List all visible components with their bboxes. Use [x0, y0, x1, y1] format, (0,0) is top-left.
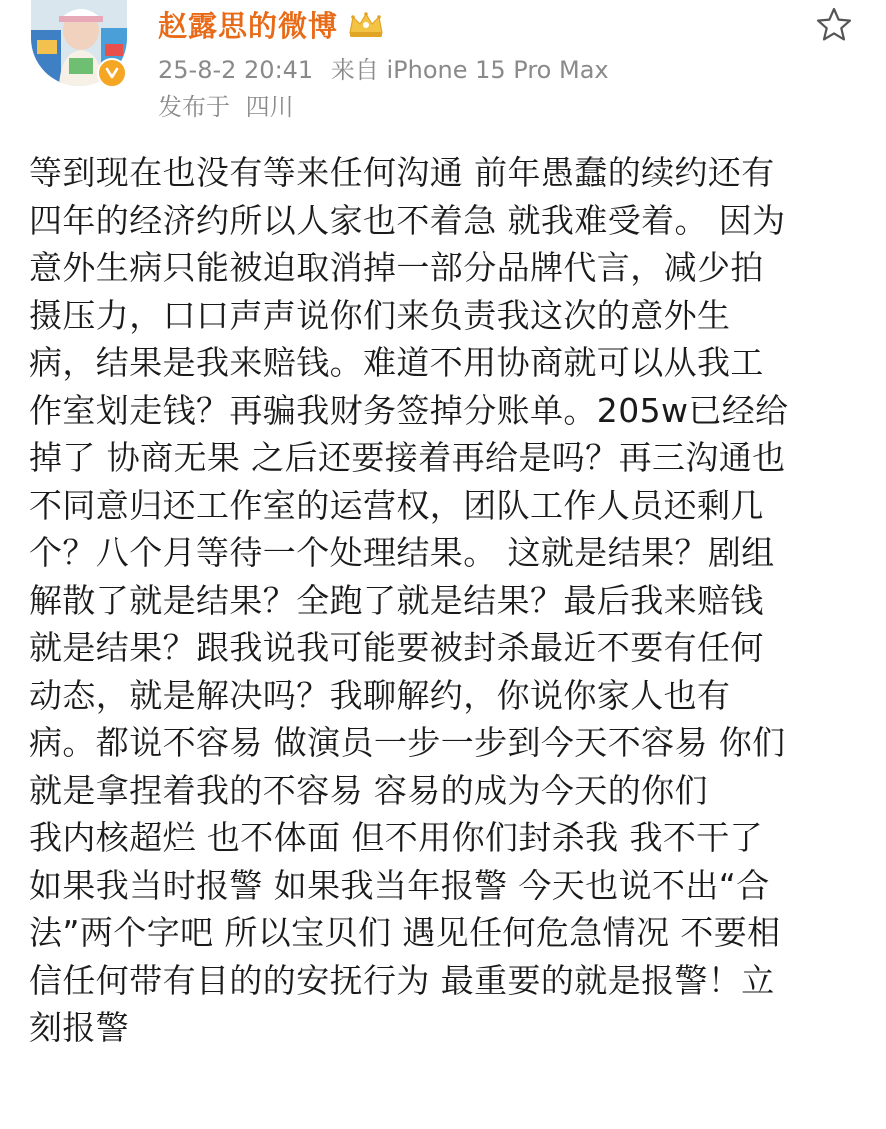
body-line: 摄压力，口口声声说你们来负责我这次的意外生 — [29, 295, 731, 335]
body-line: 掉了 协商无果 之后还要接着再给是吗？再三沟通也 — [29, 438, 786, 477]
body-line: 病，结果是我来赔钱。难道不用协商就可以从我工 — [29, 343, 764, 382]
body-line: 就是拿捏着我的不容易 容易的成为今天的你们 — [29, 770, 708, 810]
author-row — [158, 4, 386, 44]
body-line: 不同意归还工作室的运营权，团队工作人员还剩几 — [29, 485, 764, 525]
location-value: 四川 — [245, 93, 294, 121]
vip-crown-icon — [346, 9, 386, 39]
post-location — [158, 91, 294, 123]
body-line: 动态，就是解决吗？我聊解约，你说你家人也有 — [29, 675, 731, 715]
star-icon[interactable] — [815, 6, 853, 44]
body-line: 信任何带有目的的安抚行为 最重要的就是报警！立 — [29, 960, 775, 1000]
body-line: 就是结果？跟我说我可能要被封杀最近不要有任何 — [29, 628, 764, 667]
body-line: 解散了就是结果？全跑了就是结果？最后我来赔钱 — [29, 580, 764, 620]
body-line: 如果我当时报警 如果我当年报警 今天也说不出“合 — [29, 865, 770, 905]
post-body — [29, 149, 859, 1052]
body-line: 等到现在也没有等来任何沟通 前年愚蠢的续约还有 — [29, 153, 775, 192]
source-device[interactable]: iPhone 15 Pro Max — [386, 56, 609, 84]
body-line: 四年的经济约所以人家也不着急 就我难受着。 因为 — [29, 200, 786, 240]
body-line: 我内核超烂 也不体面 但不用你们封杀我 我不干了 — [29, 818, 764, 857]
body-line: 个？八个月等待一个处理结果。 这就是结果？剧组 — [29, 533, 775, 572]
post-timestamp: 25-8-2 20:41 — [158, 56, 314, 84]
post-meta — [158, 54, 609, 86]
author-name[interactable]: 赵露思的微博 — [158, 8, 339, 43]
location-label: 发布于 — [158, 93, 230, 121]
body-line: 作室划走钱？再骗我财务签掉分账单。205w已经给 — [29, 390, 789, 430]
source-label: 来自 — [330, 56, 379, 84]
body-line: 意外生病只能被迫取消掉一部分品牌代言，减少拍 — [29, 248, 764, 287]
post-header — [0, 0, 886, 135]
body-line: 法”两个字吧 所以宝贝们 遇见任何危急情况 不要相 — [29, 913, 781, 952]
body-line: 刻报警 — [29, 1008, 130, 1047]
body-line: 病。都说不容易 做演员一步一步到今天不容易 你们 — [29, 723, 786, 762]
verified-badge-icon — [97, 58, 127, 88]
